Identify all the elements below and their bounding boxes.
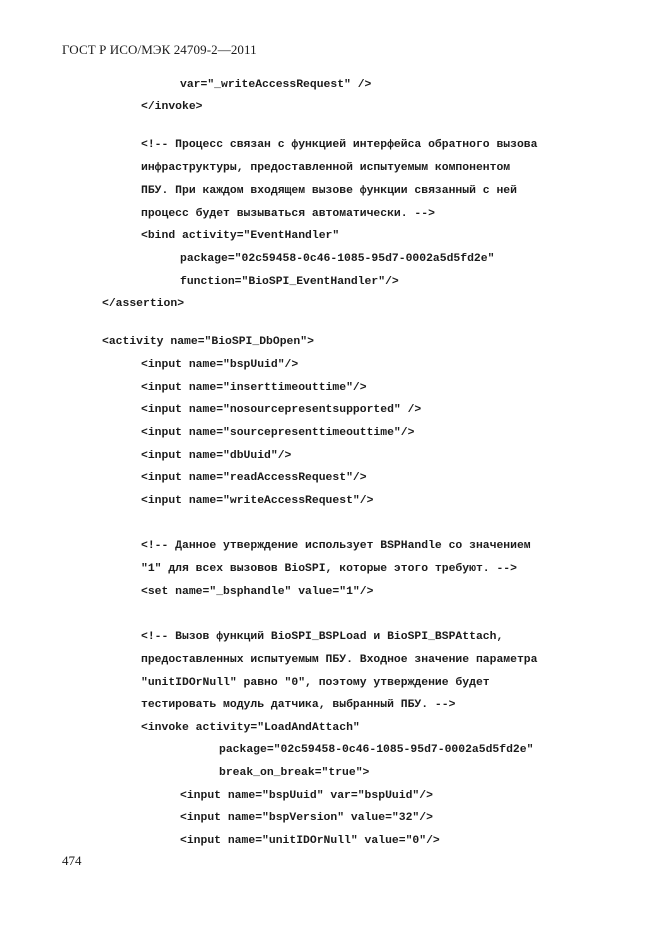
code-line: var="_writeAccessRequest" /> [180,79,372,91]
code-line: <input name="readAccessRequest"/> [141,472,367,484]
code-line: function="BioSPI_EventHandler"/> [180,276,399,288]
code-comment-line: процесс будет вызываться автоматически. --> [141,208,435,220]
code-comment-line: инфраструктуры, предоставленной испытуемым компонентом [141,162,511,174]
code-line: <input name="nosourcepresentsupported" /> [141,404,422,416]
code-line: <input name="unitIDOrNull" value="0"/> [180,835,440,847]
code-line: <input name="bspUuid" var="bspUuid"/> [180,790,433,802]
code-line: <input name="bspVersion" value="32"/> [180,812,433,824]
page-number: 474 [62,853,82,868]
code-line: <invoke activity="LoadAndAttach" [141,722,360,734]
document-header: ГОСТ Р ИСО/МЭК 24709-2—2011 [62,42,257,57]
code-line: <input name="bspUuid"/> [141,359,299,371]
code-line: <input name="sourcepresenttimeouttime"/> [141,427,415,439]
code-comment-line: предоставленных испытуемым ПБУ. Входное значение параметра [141,654,538,666]
code-line: break_on_break="true"> [219,767,370,779]
code-comment-line: "unitIDOrNull" равно "0", поэтому утверждение будет [141,677,490,689]
code-comment-line: <!-- Вызов функций BioSPI_BSPLoad и BioSPI_BSPAttach, [141,631,504,643]
code-comment-line: <!-- Процесс связан с функцией интерфейса обратного вызова [141,139,538,151]
code-line: package="02c59458-0c46-1085-95d7-0002a5d5fd2e" [180,253,495,265]
code-line: package="02c59458-0c46-1085-95d7-0002a5d5fd2e" [219,744,534,756]
code-line: <bind activity="EventHandler" [141,230,340,242]
code-line: <input name="inserttimeouttime"/> [141,382,367,394]
code-line: </invoke> [141,101,203,113]
code-line: <input name="writeAccessRequest"/> [141,495,374,507]
code-line: <set name="_bsphandle" value="1"/> [141,586,374,598]
code-line: <activity name="BioSPI_DbOpen"> [102,336,314,348]
code-comment-line: "1" для всех вызовов BioSPI, которые этого требуют. --> [141,563,517,575]
code-comment-line: <!-- Данное утверждение использует BSPHandle со значением [141,540,531,552]
code-line: <input name="dbUuid"/> [141,450,292,462]
code-comment-line: тестировать модуль датчика, выбранный ПБУ. --> [141,699,456,711]
code-comment-line: ПБУ. При каждом входящем вызове функции связанный с ней [141,185,517,197]
code-line: </assertion> [102,298,185,310]
